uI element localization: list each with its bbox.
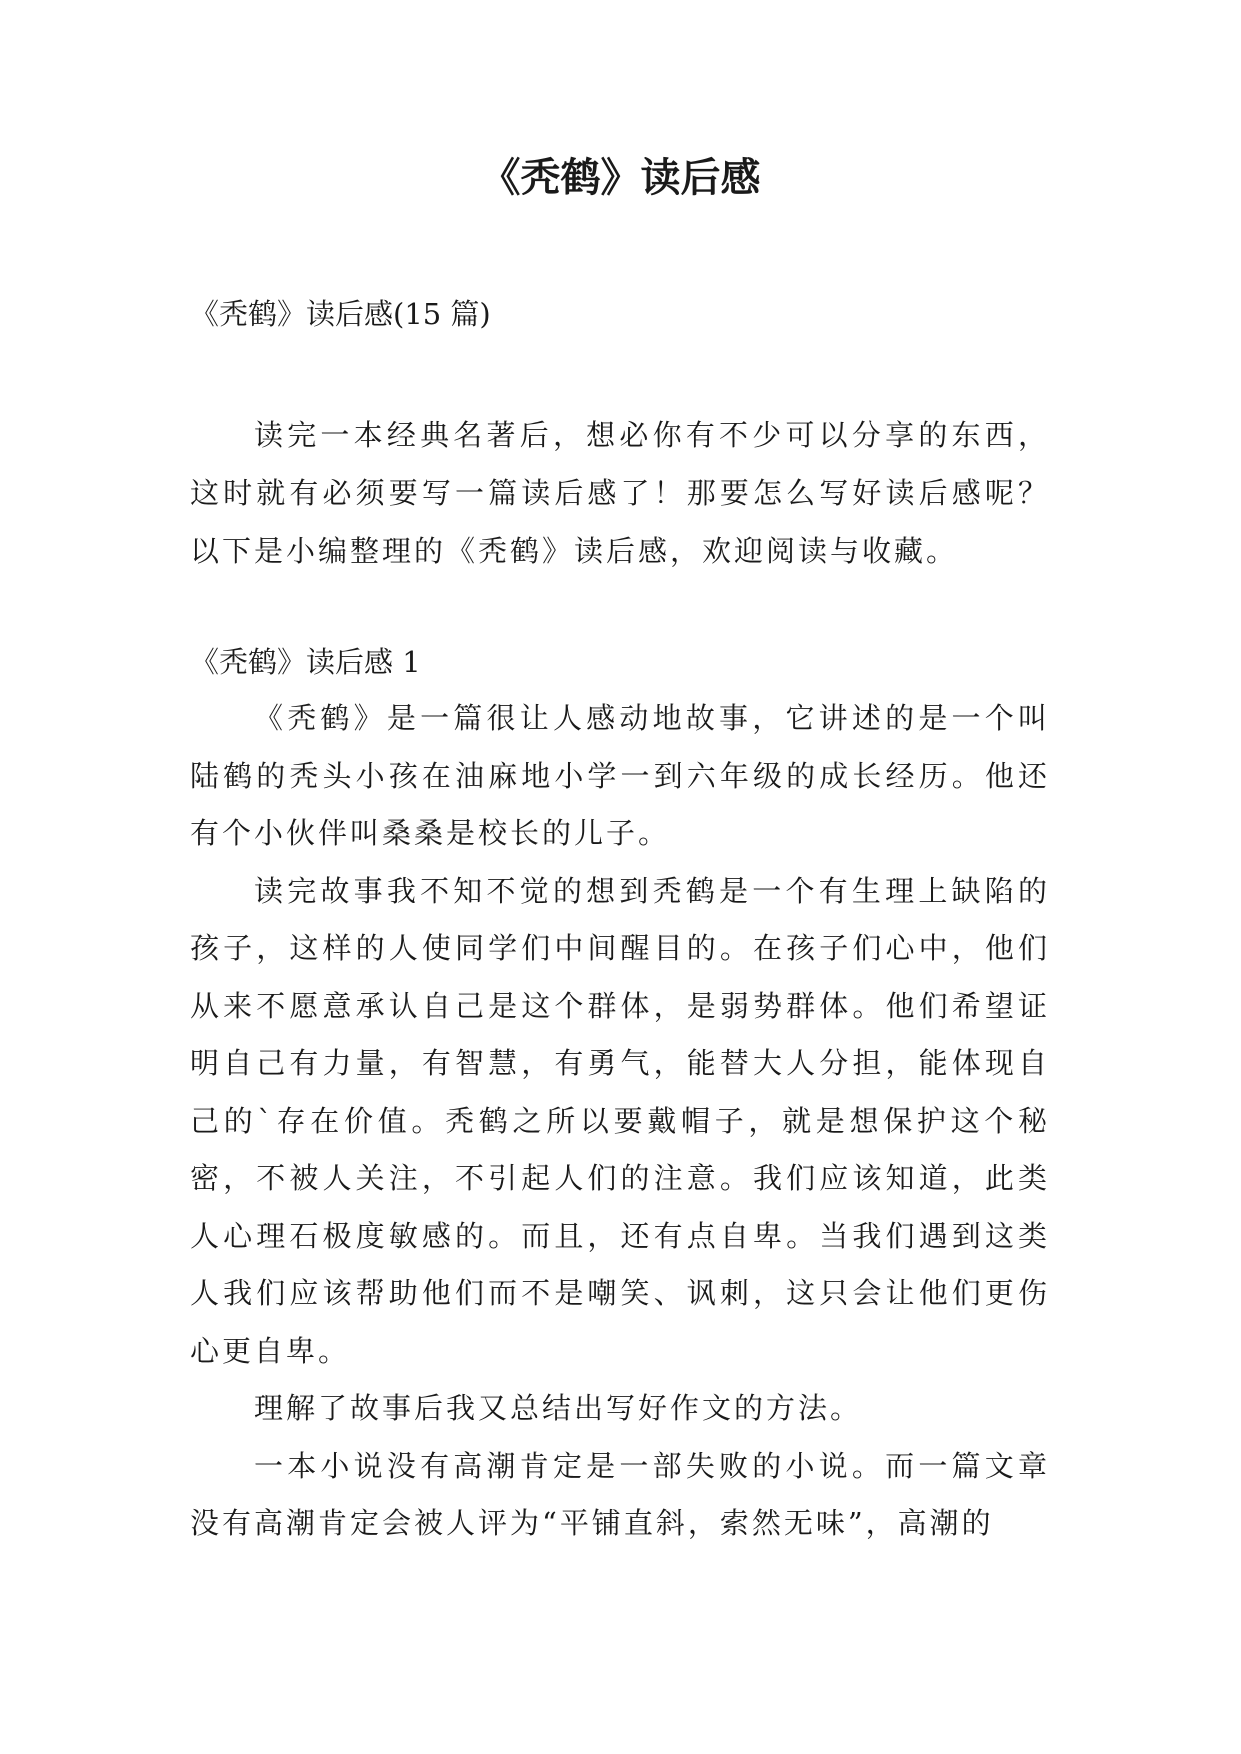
intro-paragraph: 读完一本经典名著后，想必你有不少可以分享的东西，这时就有必须要写一篇读后感了！那要怎么写好读后感呢？以下是小编整理的《秃鹤》读后感，欢迎阅读与收藏。	[190, 418, 1050, 568]
essay-paragraph: 理解了故事后我又总结出写好作文的方法。	[254, 1391, 863, 1425]
essay-paragraph: 《秃鹤》是一篇很让人感动地故事，它讲述的是一个叫陆鹤的秃头小孩在油麻地小学一到六年级的成长经历。他还有个小伙伴叫桑桑是校长的儿子。	[190, 701, 1050, 850]
essay-paragraph: 读完故事我不知不觉的想到秃鹤是一个有生理上缺陷的孩子，这样的人使同学们中间醒目的。在孩子们心中，他们从来不愿意承认自己是这个群体，是弱势群体。他们希望证明自己有力量，有智慧，有勇气，能替大人分担，能体现自己的`存在价值。秃鹤之所以要戴帽子，就是想保护这个秘密，不被人关注，不引起人们的注意。我们应该知道，此类人心理石极度敏感的。而且，还有点自卑。当我们遇到这类人我们应该帮助他们而不是嘲笑、讽刺，这只会让他们更伤心更自卑。	[190, 873, 1050, 1368]
document-title: 《秃鹤》读后感	[480, 155, 761, 201]
essay-body	[190, 690, 1050, 1553]
section-heading: 《秃鹤》读后感 1	[190, 645, 421, 679]
essay-paragraph: 一本小说没有高潮肯定是一部失败的小说。而一篇文章没有高潮肯定会被人评为“平铺直斜，索然无味”，高潮的	[190, 1448, 1050, 1540]
document-subtitle: 《秃鹤》读后感(15 篇)	[190, 297, 491, 331]
